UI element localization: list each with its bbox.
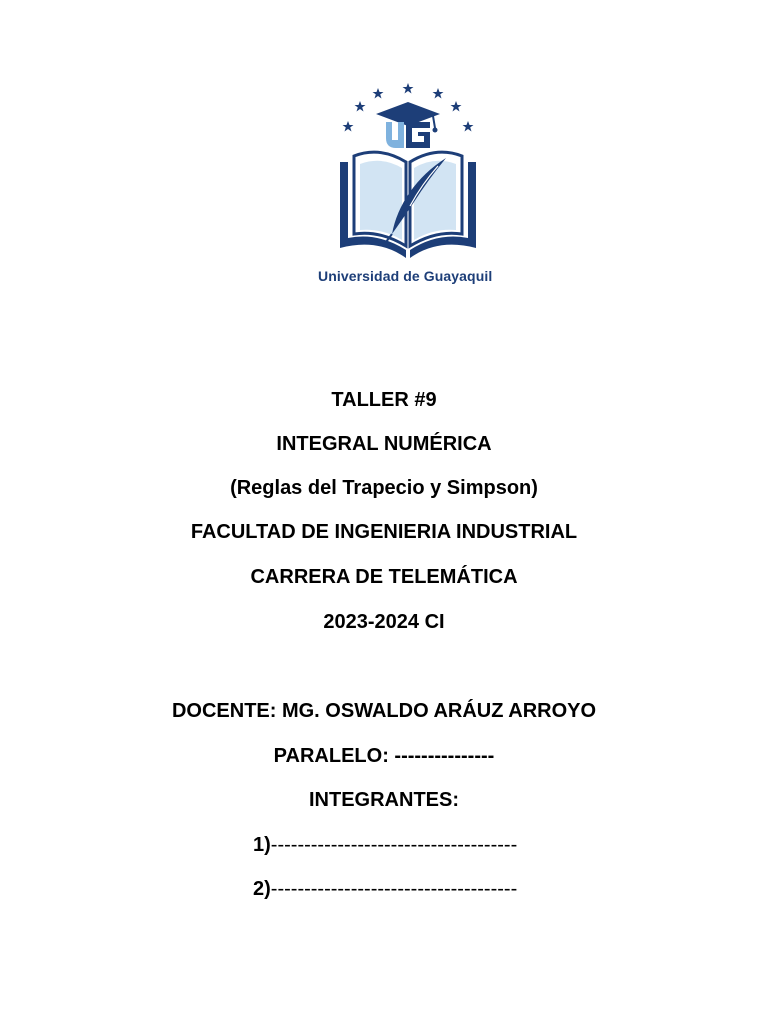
- member-number: 1): [253, 834, 271, 856]
- member-blank: -------------------------------------: [270, 878, 518, 900]
- ug-monogram-icon: [386, 122, 430, 148]
- integrantes-label: INTEGRANTES:: [309, 789, 459, 811]
- star-icon: [433, 88, 444, 99]
- university-logo: [318, 80, 498, 290]
- taller-title: TALLER #9: [331, 389, 437, 411]
- paralelo-line: PARALELO: ---------------: [273, 745, 495, 767]
- period-title: 2023-2024 CI: [323, 611, 445, 633]
- docente-line: DOCENTE: MG. OSWALDO ARÁUZ ARROYO: [171, 700, 597, 722]
- member-line-2: [253, 877, 517, 901]
- member-number: 2): [253, 878, 271, 900]
- career-title: CARRERA DE TELEMÁTICA: [250, 566, 518, 588]
- university-name: Universidad de Guayaquil: [318, 268, 493, 284]
- star-icon: [403, 83, 414, 94]
- faculty-title: FACULTAD DE INGENIERIA INDUSTRIAL: [190, 521, 578, 543]
- star-icon: [343, 121, 354, 132]
- star-icon: [373, 88, 384, 99]
- star-icon: [463, 121, 474, 132]
- university-crest-icon: [318, 80, 498, 265]
- star-icon: [355, 101, 366, 112]
- member-line-1: [253, 833, 517, 857]
- star-icon: [451, 101, 462, 112]
- topic-title: INTEGRAL NUMÉRICA: [276, 433, 492, 455]
- subtopic-title: (Reglas del Trapecio y Simpson): [230, 477, 538, 499]
- member-blank: -------------------------------------: [270, 834, 518, 856]
